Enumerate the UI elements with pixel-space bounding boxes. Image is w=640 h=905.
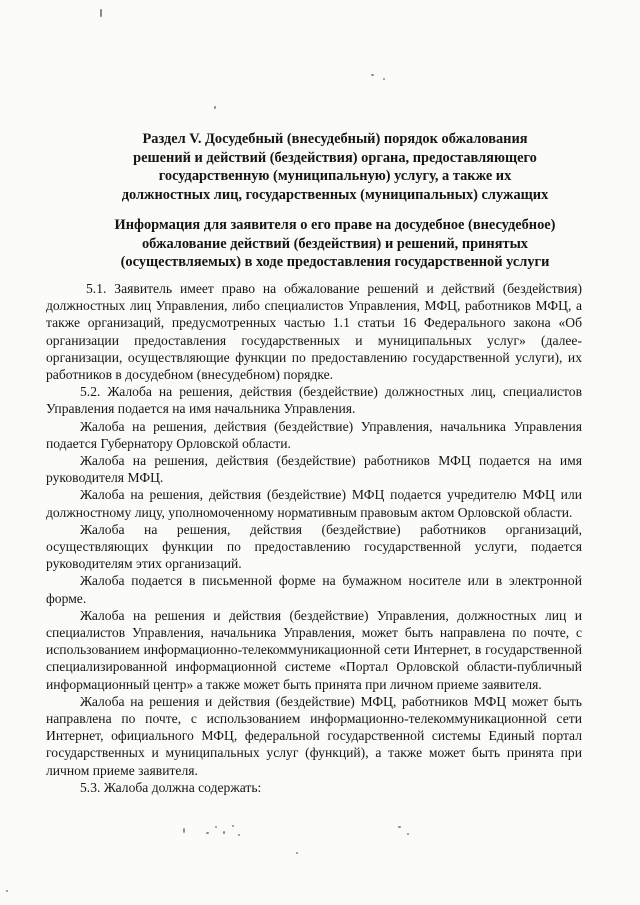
info-title (70, 216, 600, 272)
paragraph: Жалоба на решения, действия (бездействие) работников организаций, осуществляющих функции по предоставлению государственной услуги, подается руководителям этих организаций. (46, 521, 582, 572)
paragraph: Жалоба на решения и действия (бездействие) Управления, должностных лиц и специалистов Управления, начальника Управления, может быть направлена по почте, с использованием информационно-телекоммуникационной сети Интернет, в государственной специализированной информационной системе «Портал Орловской области-публичный информационный центр» а также может быть принята при личном приеме заявителя. (46, 607, 582, 692)
document-body (46, 280, 582, 796)
scan-speck (398, 826, 401, 828)
section-title-line: Раздел V. Досудебный (внесудебный) порядок обжалования (142, 131, 528, 147)
section-title-line: должностных лиц, государственных (муниципальных) служащих (121, 186, 549, 203)
section-title-line: государственную (муниципальную) услугу, а также их (158, 168, 512, 185)
paragraph-5-3: 5.3. Жалоба должна содержать: (80, 779, 262, 795)
scan-speck (383, 78, 385, 80)
scan-speck (6, 890, 8, 892)
paragraph: Жалоба на решения и действия (бездействие) МФЦ, работников МФЦ может быть направлена по почте, с использованием информационно-телекоммуникационной сети Интернет, официального МФЦ, федеральной государственной системы Единый портал государственных и муниципальных услуг (функций), а также может быть принята при личном приеме заявителя. (46, 693, 582, 778)
scan-speck (214, 106, 216, 109)
scan-speck (238, 834, 240, 836)
paragraph-5-1: 5.1. Заявитель имеет право на обжалование решений и действий (бездействия) должностных лиц Управления, либо специалистов Управления, МФЦ, работников МФЦ, а также организаций, предусмотренных частью 1.1 статьи 16 Федерального закона «Об организации предоставления государственных и муниципальных услуг» (далее-организации, осуществляющие функции по предоставлению государственной услуги), их работников в досудебном (внесудебном) порядке. (46, 281, 582, 383)
section-title-line: решений и действий (бездействия) органа, предоставляющего (133, 149, 537, 166)
paragraph: Жалоба на решения, действия (бездействие) МФЦ подается учредителю МФЦ или должностному лицу, уполномоченному нормативным правовым актом Орловской области. (46, 487, 582, 520)
scan-speck (296, 852, 298, 854)
info-title-line: обжалование действий (бездействия) и решений, принятых (141, 235, 528, 252)
scan-speck (183, 828, 185, 833)
scan-speck (371, 74, 374, 76)
scan-speck (100, 9, 102, 17)
paragraph: Жалоба на решения, действия (бездействие) Управления, начальника Управления подается Губернатору Орловской области. (46, 418, 582, 451)
paragraph: Жалоба подается в письменной форме на бумажном носителе или в электронной форме. (46, 573, 582, 606)
scan-speck (206, 832, 209, 834)
section-title (70, 130, 600, 204)
info-title-line: Информация для заявителя о его праве на досудебное (внесудебное) (114, 217, 556, 233)
paragraph: Жалоба на решения, действия (бездействие) работников МФЦ подается на имя руководителя МФЦ. (46, 453, 582, 486)
scan-speck (407, 833, 409, 835)
scan-speck (223, 831, 225, 834)
scan-speck (215, 826, 217, 828)
scan-speck (232, 825, 234, 827)
paragraph-5-2: 5.2. Жалоба на решения, действия (бездействие) должностных лиц, специалистов Управления подается на имя начальника Управления. (46, 384, 582, 417)
info-title-line: (осуществляемых) в ходе предоставления государственной услуги (120, 254, 550, 271)
